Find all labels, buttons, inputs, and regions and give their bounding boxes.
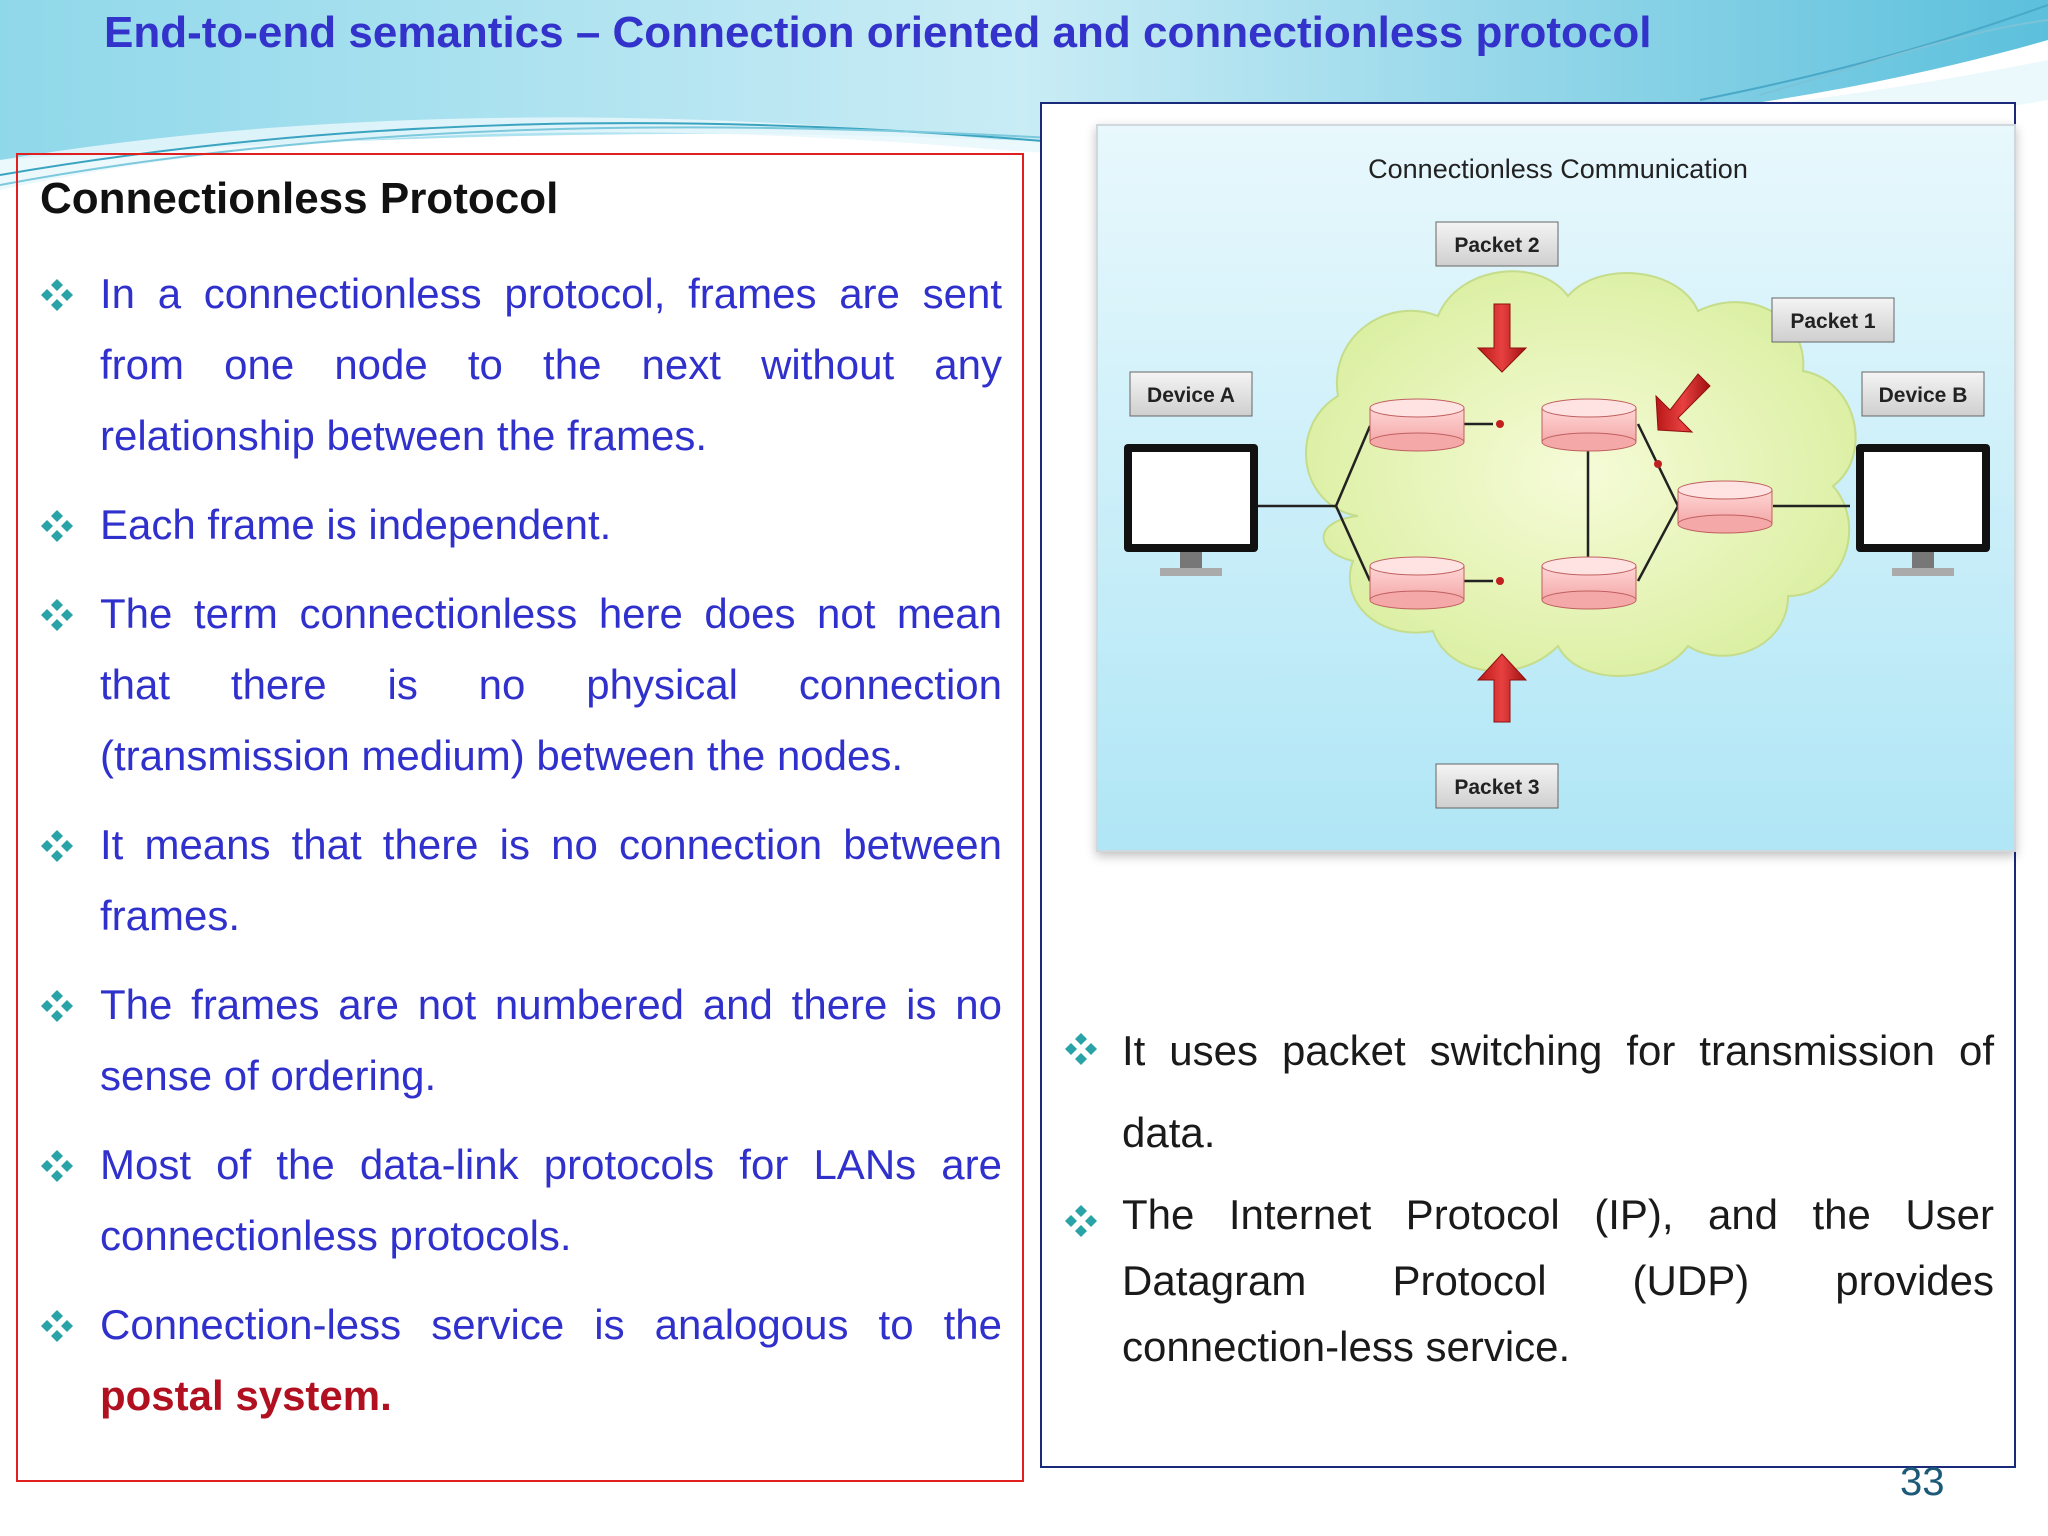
list-item-text: The term connectionless here does not mean that there is no physical connection (transmission medium) between the nodes. — [100, 590, 1002, 779]
svg-text:Device B: Device B — [1878, 384, 1968, 407]
right-bullet-list — [1064, 1010, 1994, 1380]
device-a-monitor-icon — [1124, 444, 1258, 576]
list-item — [40, 489, 1002, 560]
svg-text:Packet 3: Packet 3 — [1454, 776, 1540, 799]
diagram-title: Connectionless Communication — [1368, 154, 1748, 184]
svg-text:Packet 2: Packet 2 — [1454, 234, 1540, 257]
list-item-text: Most of the data-link protocols for LANs are connectionless protocols. — [100, 1141, 1002, 1259]
list-item-text: Each frame is independent. — [100, 501, 612, 548]
diamond-bullet-icon — [40, 1149, 74, 1183]
emphasis-postal-system: postal system. — [100, 1372, 392, 1419]
device-b-label — [1862, 372, 1984, 416]
router-2 — [1542, 399, 1636, 451]
diamond-bullet-icon — [40, 598, 74, 632]
list-item-text: In a connectionless protocol, frames are sent from one node to the next without any relationship between the frames. — [100, 270, 1002, 459]
slide-title: End-to-end semantics – Connection oriented and connectionless protocol — [104, 8, 1652, 57]
device-b-monitor-icon — [1856, 444, 1990, 576]
list-item-text: It uses packet switching for transmission of data. — [1122, 1027, 1994, 1156]
router-3 — [1370, 557, 1464, 609]
connectionless-diagram — [1096, 124, 2016, 852]
list-item — [40, 969, 1002, 1111]
list-item — [40, 578, 1002, 791]
diamond-bullet-icon — [1064, 1204, 1098, 1238]
router-1 — [1370, 399, 1464, 451]
list-item — [40, 809, 1002, 951]
list-item-text: The Internet Protocol (IP), and the User Datagram Protocol (UDP) provides connection-less service. — [1122, 1191, 1994, 1370]
list-item — [40, 1129, 1002, 1271]
page-number: 33 — [1900, 1460, 1945, 1504]
list-item — [40, 1289, 1002, 1431]
diagram-canvas — [1098, 126, 2018, 854]
list-item-text: The frames are not numbered and there is no sense of ordering. — [100, 981, 1002, 1099]
list-item — [1064, 1182, 1994, 1380]
svg-text:Device A: Device A — [1147, 384, 1235, 407]
diamond-bullet-icon — [40, 989, 74, 1023]
list-item — [1064, 1010, 1994, 1174]
list-item-text: It means that there is no connection between frames. — [100, 821, 1002, 939]
router-5 — [1678, 481, 1772, 533]
device-a-label — [1130, 372, 1252, 416]
list-item — [40, 258, 1002, 471]
section-heading: Connectionless Protocol — [40, 174, 559, 223]
left-bullet-list — [40, 258, 1002, 1449]
svg-text:Packet 1: Packet 1 — [1790, 310, 1876, 333]
packet-1-label — [1772, 298, 1894, 342]
diamond-bullet-icon — [40, 829, 74, 863]
diamond-bullet-icon — [40, 1309, 74, 1343]
diamond-bullet-icon — [1064, 1032, 1098, 1066]
diamond-bullet-icon — [40, 509, 74, 543]
packet-3-label — [1436, 764, 1558, 808]
diamond-bullet-icon — [40, 278, 74, 312]
list-item-text: Connection-less service is analogous to the — [100, 1301, 1002, 1348]
packet-2-label — [1436, 222, 1558, 266]
router-4 — [1542, 557, 1636, 609]
